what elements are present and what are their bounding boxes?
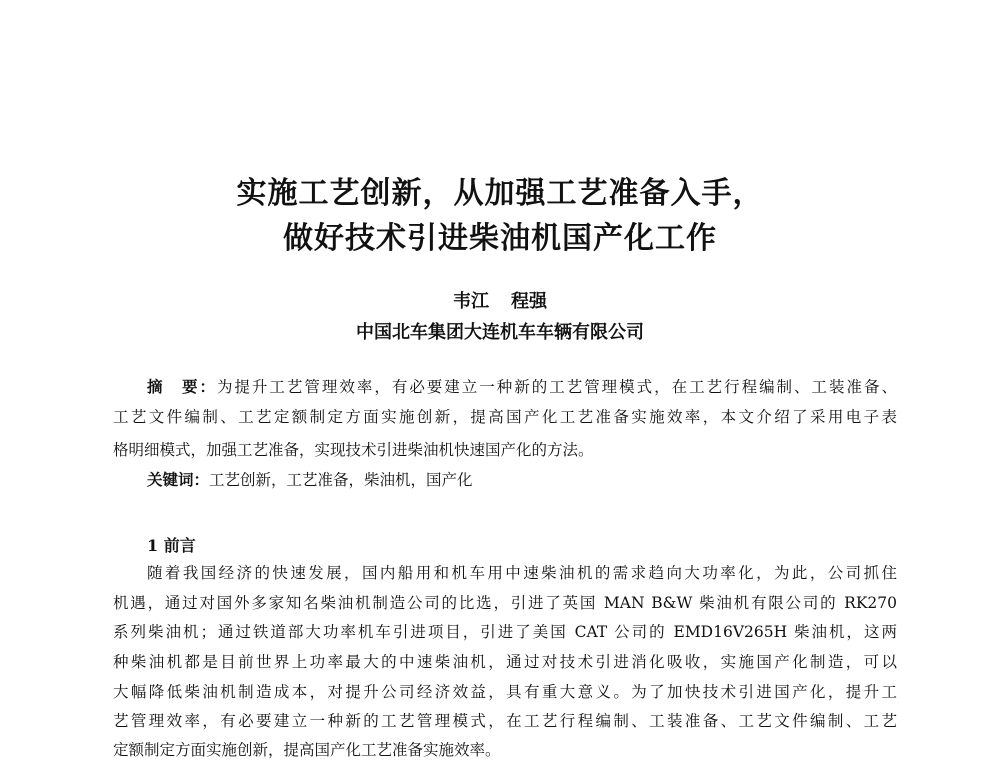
keywords-text: 工艺创新，工艺准备，柴油机，国产化 <box>209 471 473 489</box>
abstract-line: 格明细模式，加强工艺准备，实现技术引进柴油机快速国产化的方法。 <box>113 441 594 459</box>
abstract-text: 为提升工艺管理效率，有必要建立一种新的工艺管理模式，在工艺行程编制、工装准备、 <box>216 378 897 396</box>
author-name: 韦江 <box>453 291 489 312</box>
abstract-line <box>147 377 897 397</box>
paper-title-line-1: 实施工艺创新，从加强工艺准备入手， <box>236 176 764 211</box>
keywords-label: 关键词： <box>147 470 210 489</box>
paper-title-line-2: 做好技术引进柴油机国产化工作 <box>283 221 717 256</box>
abstract-label: 摘 要： <box>147 377 217 396</box>
abstract-line: 工艺文件编制、工艺定额制定方面实施创新，提高国产化工艺准备实施效率，本文介绍了采用电子表 <box>113 408 897 426</box>
keywords-line <box>147 470 897 490</box>
body-line: 艺管理效率，有必要建立一种新的工艺管理模式，在工艺行程编制、工装准备、工艺文件编制、工艺 <box>113 712 897 730</box>
body-line: 机遇，通过对国外多家知名柴油机制造公司的比选，引进了英国 MAN B&W 柴油机有限公司的 RK270 <box>113 594 897 612</box>
body-line: 随着我国经济的快速发展，国内船用和机车用中速柴油机的需求趋向大功率化，为此，公司抓住 <box>147 564 897 582</box>
body-line: 大幅降低柴油机制造成本，对提升公司经济效益，具有重大意义。为了加快技术引进国产化，提升工 <box>113 683 897 701</box>
body-line: 定额制定方面实施创新，提高国产化工艺准备实施效率。 <box>113 741 501 759</box>
section-heading: 1 前言 <box>147 536 196 555</box>
body-line: 种柴油机都是目前世界上功率最大的中速柴油机，通过对技术引进消化吸收，实施国产化制造，可以 <box>113 653 897 671</box>
body-line: 系列柴油机；通过铁道部大功率机车引进项目，引进了美国 CAT 公司的 EMD16V265H 柴油机，这两 <box>113 623 897 641</box>
author-name: 程强 <box>511 291 547 312</box>
authors <box>0 287 1000 313</box>
affiliation: 中国北车集团大连机车车辆有限公司 <box>356 322 644 343</box>
